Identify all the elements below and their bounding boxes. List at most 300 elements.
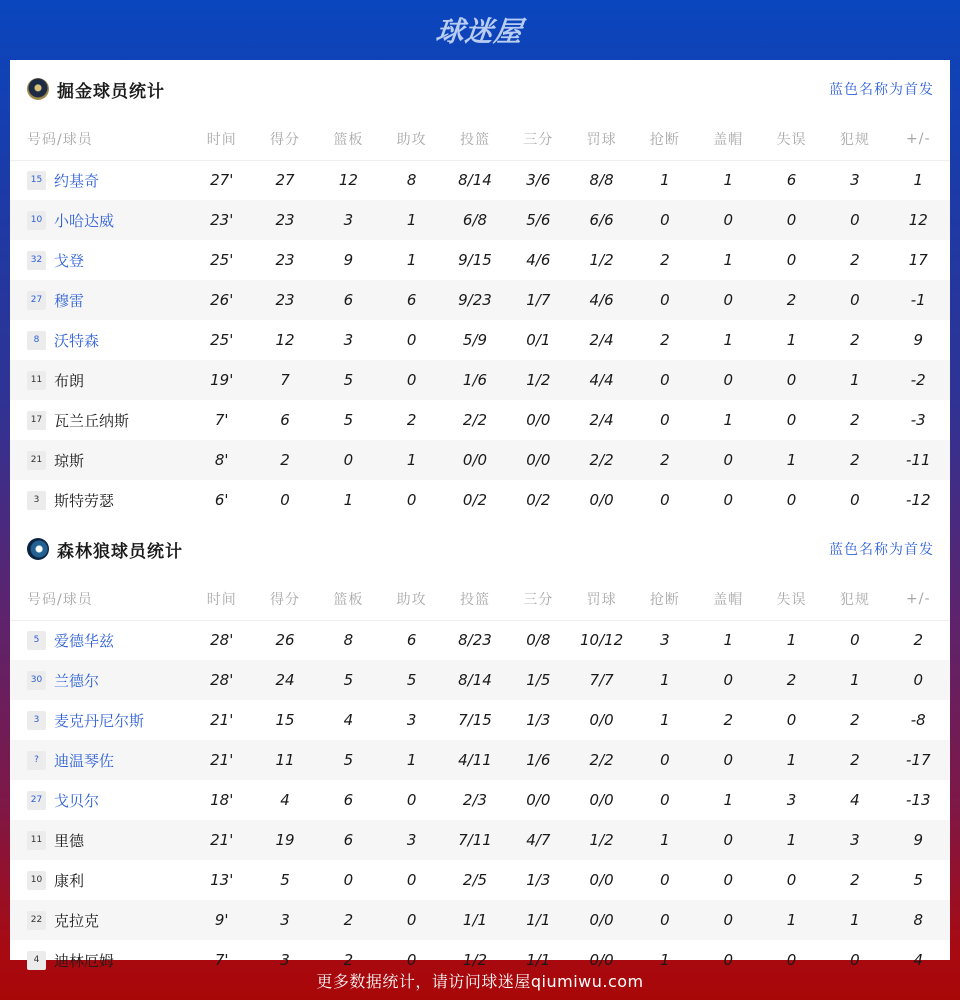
stat-cell: 2/5	[462, 871, 488, 889]
stat-cell: 11	[253, 740, 316, 780]
column-header[interactable]: 投篮	[443, 118, 506, 160]
column-header[interactable]: 失误	[760, 578, 823, 620]
stat-cell: 21'	[210, 711, 234, 729]
stat-cell: -11	[887, 440, 950, 480]
site-header	[0, 0, 960, 60]
stat-cell: 7/7	[570, 660, 633, 700]
stat-cell: 0	[760, 360, 823, 400]
stat-cell: 1/2	[507, 360, 570, 400]
section-header	[10, 60, 950, 118]
column-header[interactable]: 失误	[760, 118, 823, 160]
stat-cell: 25'	[210, 331, 234, 349]
player-cell[interactable]	[10, 740, 190, 780]
stat-cell: 24	[253, 660, 316, 700]
column-header[interactable]: 投篮	[443, 578, 506, 620]
stat-cell: 1	[786, 331, 797, 349]
stat-cell: 5	[317, 740, 380, 780]
stat-cell: 4	[913, 951, 924, 969]
column-header[interactable]: 盖帽	[697, 118, 760, 160]
stat-cell: 1/2	[570, 820, 633, 860]
timberwolves-logo-icon	[27, 538, 49, 560]
player-cell[interactable]	[10, 900, 190, 940]
player-name[interactable]: 琼斯	[54, 451, 85, 470]
stat-cell: 1	[823, 900, 886, 940]
jersey-number-badge: 11	[27, 831, 46, 850]
stat-cell: 2	[660, 331, 670, 349]
nuggets-logo-icon	[27, 78, 49, 100]
stat-cell: 0	[660, 491, 670, 509]
stat-cell: -2	[887, 360, 950, 400]
stat-cell: 8'	[190, 440, 253, 480]
stat-cell: 28'	[210, 631, 234, 650]
stat-cell: 17	[908, 251, 928, 269]
player-name[interactable]: 里德	[54, 831, 85, 850]
stat-cell: 2/3	[462, 791, 488, 809]
stat-cell: 1/7	[507, 280, 570, 320]
stat-cell: 12	[887, 200, 950, 240]
player-stats-table	[10, 578, 950, 980]
stat-cell: 7	[253, 360, 316, 400]
stat-cell: 1/6	[443, 360, 506, 400]
player-cell[interactable]	[10, 200, 190, 240]
stat-cell: 5	[317, 360, 380, 400]
stat-cell: 0	[633, 360, 696, 400]
stat-cell: 2	[343, 951, 354, 969]
player-name[interactable]: 戈贝尔	[54, 791, 100, 810]
stat-cell: 0/0	[526, 411, 551, 429]
starter-legend-note: 蓝色名称为首发	[829, 82, 934, 98]
stat-cell: 1	[660, 951, 670, 969]
player-cell[interactable]	[10, 620, 190, 660]
stat-cell: 0/0	[589, 711, 614, 729]
stat-cell: 0	[633, 900, 696, 940]
jersey-number-badge: 8	[27, 331, 46, 350]
stat-cell: 5	[317, 660, 380, 700]
column-header[interactable]: 篮板	[317, 118, 380, 160]
table-row[interactable]	[10, 200, 950, 240]
stat-cell: 1	[723, 251, 733, 269]
table-row[interactable]	[10, 480, 950, 520]
player-cell[interactable]	[10, 660, 190, 700]
player-name[interactable]: 戈登	[54, 251, 85, 270]
stat-cell: 2/4	[589, 331, 614, 349]
stat-cell: 0	[317, 440, 380, 480]
stat-cell: 0	[660, 411, 670, 429]
stat-cell: 8	[343, 631, 354, 650]
stat-cell: 2/4	[589, 411, 614, 429]
stat-cell: 0	[660, 871, 670, 889]
player-name[interactable]: 麦克丹尼尔斯	[54, 711, 145, 730]
section-title	[27, 537, 183, 562]
stat-cell: 23'	[190, 200, 253, 240]
stat-cell: 21'	[190, 820, 253, 860]
stat-cell: 8/14	[458, 171, 492, 190]
stat-cell: 1/5	[507, 660, 570, 700]
stat-cell: 2	[850, 251, 860, 269]
stat-cell: 7/11	[443, 820, 506, 860]
stat-cell: -8	[910, 711, 926, 729]
table-row[interactable]	[10, 660, 950, 700]
stat-cell: 5	[913, 871, 924, 889]
player-cell[interactable]	[10, 440, 190, 480]
stat-cell: 0	[406, 951, 417, 969]
table-row[interactable]	[10, 440, 950, 480]
player-name[interactable]: 爱德华兹	[54, 631, 115, 650]
stat-cell: 1/3	[526, 871, 551, 889]
column-header[interactable]: 抢断	[633, 578, 696, 620]
player-name[interactable]: 瓦兰丘纳斯	[54, 411, 130, 430]
stat-cell: 1	[760, 440, 823, 480]
stat-cell: 0	[406, 491, 417, 509]
stat-cell: 9	[343, 251, 354, 269]
stat-cell: 0	[280, 491, 290, 509]
stat-cell: 26	[275, 631, 295, 650]
player-cell[interactable]	[10, 160, 190, 200]
column-header[interactable]: 抢断	[633, 118, 696, 160]
column-header[interactable]: 时间	[190, 578, 253, 620]
stat-cell: 6	[317, 280, 380, 320]
player-name[interactable]: 迪温琴佐	[54, 751, 115, 770]
stat-cell: 1	[723, 411, 733, 429]
stat-cell: 0	[660, 791, 670, 809]
column-header[interactable]: 罚球	[570, 578, 633, 620]
stat-cell: 1/6	[507, 740, 570, 780]
stat-cell: 0	[786, 411, 797, 429]
stat-cell: 0/0	[507, 440, 570, 480]
footer-banner	[0, 960, 960, 1000]
jersey-number-badge: 17	[27, 411, 46, 430]
stat-cell: 1	[380, 740, 443, 780]
section-title-text: 掘金球员统计	[57, 81, 165, 102]
stat-cell: 6	[317, 820, 380, 860]
stat-cell: 0	[786, 951, 797, 969]
stat-cell: 0/0	[589, 951, 614, 969]
stat-cell: 6/6	[570, 200, 633, 240]
stat-cell: 7'	[214, 951, 229, 969]
stats-card	[10, 60, 950, 970]
stat-cell: 1/2	[462, 951, 488, 969]
stat-cell: 21'	[190, 740, 253, 780]
column-header[interactable]: 犯规	[823, 118, 886, 160]
stat-cell: 4/11	[443, 740, 506, 780]
jersey-number-badge: 30	[27, 671, 46, 690]
stat-cell: -1	[887, 280, 950, 320]
stat-cell: 0/2	[526, 491, 551, 509]
stat-cell: 2	[850, 331, 860, 349]
stat-cell: 3	[660, 631, 670, 650]
table-row[interactable]	[10, 240, 950, 280]
stat-cell: 0	[823, 200, 886, 240]
stat-cell: 10/12	[579, 631, 624, 650]
stat-cell: 7/15	[458, 711, 492, 729]
player-stats-table	[10, 118, 950, 520]
table-row[interactable]	[10, 620, 950, 660]
stat-cell: 23	[275, 251, 295, 269]
table-header-row	[10, 118, 950, 160]
stat-cell: 3	[280, 951, 290, 969]
stat-cell: 26'	[190, 280, 253, 320]
jersey-number-badge: 27	[27, 291, 46, 310]
column-header[interactable]: +/-	[887, 118, 950, 160]
column-header[interactable]: 罚球	[570, 118, 633, 160]
stat-cell: 1	[823, 360, 886, 400]
stat-cell: 4/7	[507, 820, 570, 860]
table-header-row	[10, 578, 950, 620]
player-cell[interactable]	[10, 480, 190, 520]
stat-cell: 0	[697, 740, 760, 780]
table-row[interactable]	[10, 820, 950, 860]
stat-cell: 2	[913, 631, 924, 650]
jersey-number-badge: 27	[27, 791, 46, 810]
stat-cell: 8/14	[443, 660, 506, 700]
stat-cell: 1	[760, 820, 823, 860]
stat-cell: 6	[786, 171, 797, 190]
jersey-number-badge: 11	[27, 371, 46, 390]
stat-cell: 3	[850, 171, 860, 190]
section-title-text: 森林狼球员统计	[57, 541, 183, 562]
stat-cell: 2	[823, 740, 886, 780]
player-cell[interactable]	[10, 240, 190, 280]
stat-cell: 4/4	[570, 360, 633, 400]
stat-cell: 0	[406, 331, 417, 349]
player-name[interactable]: 穆雷	[54, 291, 85, 310]
stat-cell: 5	[280, 871, 290, 889]
player-cell[interactable]	[10, 360, 190, 400]
stat-cell: 3	[406, 711, 417, 729]
stat-cell: 0	[850, 491, 860, 509]
stat-cell: 0	[786, 711, 797, 729]
stat-cell: 0	[406, 791, 417, 809]
jersey-number-badge: 15	[27, 171, 46, 190]
stat-cell: 0	[697, 200, 760, 240]
stat-cell: 0	[850, 631, 860, 650]
stat-cell: 0	[786, 491, 797, 509]
stat-cell: 1	[633, 820, 696, 860]
table-row[interactable]	[10, 860, 950, 900]
stat-cell: 0/2	[462, 491, 488, 509]
stat-cell: 1	[823, 660, 886, 700]
stat-cell: 0/0	[589, 791, 614, 809]
stat-cell: 1	[406, 251, 417, 269]
player-name[interactable]: 布朗	[54, 371, 85, 390]
column-header[interactable]: 犯规	[823, 578, 886, 620]
jersey-number-badge: 22	[27, 911, 46, 930]
column-header[interactable]: 三分	[507, 578, 570, 620]
stat-cell: 2	[760, 280, 823, 320]
stat-cell: 1/1	[507, 900, 570, 940]
player-cell[interactable]	[10, 860, 190, 900]
stat-cell: 12	[275, 331, 295, 349]
stat-cell: 6	[280, 411, 290, 429]
stat-cell: 6'	[214, 491, 229, 509]
stat-cell: 0	[343, 871, 354, 889]
stat-cell: 0/0	[443, 440, 506, 480]
player-name[interactable]: 迪林厄姆	[54, 951, 115, 970]
team-section	[10, 520, 950, 980]
column-header[interactable]: 助攻	[380, 578, 443, 620]
stat-cell: 0	[697, 280, 760, 320]
stat-cell: 0	[406, 871, 417, 889]
table-row[interactable]	[10, 160, 950, 200]
stat-cell: 2	[850, 411, 860, 429]
stat-cell: 5/6	[507, 200, 570, 240]
column-header[interactable]: 三分	[507, 118, 570, 160]
stat-cell: 2/2	[570, 440, 633, 480]
player-name[interactable]: 兰德尔	[54, 671, 100, 690]
table-row[interactable]	[10, 400, 950, 440]
stat-cell: 2	[760, 660, 823, 700]
table-row[interactable]	[10, 740, 950, 780]
stat-cell: 23	[253, 280, 316, 320]
player-cell[interactable]	[10, 280, 190, 320]
column-header[interactable]: 号码/球员	[10, 578, 190, 620]
stat-cell: 0/0	[589, 491, 614, 509]
stat-cell: 25'	[210, 251, 234, 269]
stat-cell: 18'	[210, 791, 234, 809]
stat-cell: 0	[786, 871, 797, 889]
stat-cell: 2	[253, 440, 316, 480]
table-row[interactable]	[10, 700, 950, 740]
jersey-number-badge: 3	[27, 491, 46, 510]
stat-cell: 9	[887, 820, 950, 860]
stat-cell: 0	[697, 820, 760, 860]
stat-cell: 8	[406, 171, 417, 190]
stat-cell: 0	[887, 660, 950, 700]
stat-cell: 0/0	[526, 791, 551, 809]
stat-cell: 5	[380, 660, 443, 700]
column-header[interactable]: 得分	[253, 118, 316, 160]
stat-cell: 8/8	[589, 171, 614, 190]
stat-cell: 7'	[214, 411, 229, 429]
player-cell[interactable]	[10, 700, 190, 740]
player-name[interactable]: 康利	[54, 871, 85, 890]
table-row[interactable]	[10, 780, 950, 820]
jersey-number-badge: 32	[27, 251, 46, 270]
stat-cell: 0	[697, 360, 760, 400]
stat-cell: 1	[760, 900, 823, 940]
footer-link[interactable]: 更多数据统计，请访问球迷屋qiumiwu.com	[316, 971, 644, 991]
stat-cell: 3	[343, 331, 354, 349]
stat-cell: 1	[343, 491, 354, 509]
stat-cell: 1	[723, 331, 733, 349]
stat-cell: 12	[338, 171, 358, 190]
stat-cell: 5/9	[462, 331, 488, 349]
stat-cell: 2	[660, 251, 670, 269]
stat-cell: 6	[343, 791, 354, 809]
table-row[interactable]	[10, 360, 950, 400]
table-row[interactable]	[10, 280, 950, 320]
table-row[interactable]	[10, 900, 950, 940]
player-cell[interactable]	[10, 780, 190, 820]
stat-cell: 13'	[210, 871, 234, 889]
stat-cell: 3	[823, 820, 886, 860]
stat-cell: 0	[697, 660, 760, 700]
player-cell[interactable]	[10, 400, 190, 440]
stat-cell: 0	[850, 951, 860, 969]
stat-cell: 3	[380, 820, 443, 860]
stat-cell: 1	[760, 740, 823, 780]
jersey-number-badge: 21	[27, 451, 46, 470]
stat-cell: 4/6	[526, 251, 551, 269]
player-cell[interactable]	[10, 820, 190, 860]
column-header[interactable]: +/-	[887, 578, 950, 620]
stat-cell: 2/2	[462, 411, 488, 429]
stat-cell: 1	[786, 631, 797, 650]
stat-cell: 15	[275, 711, 295, 729]
player-name[interactable]: 克拉克	[54, 911, 100, 930]
column-header[interactable]: 盖帽	[697, 578, 760, 620]
jersey-number-badge: 4	[27, 951, 46, 970]
player-name[interactable]: 小哈达威	[54, 211, 115, 230]
stat-cell: 0	[723, 951, 733, 969]
stat-cell: 0	[633, 200, 696, 240]
stat-cell: 3/6	[526, 171, 551, 190]
player-name[interactable]: 约基奇	[54, 171, 100, 190]
column-header[interactable]: 号码/球员	[10, 118, 190, 160]
column-header[interactable]: 时间	[190, 118, 253, 160]
table-row[interactable]	[10, 320, 950, 360]
stat-cell: 2	[406, 411, 417, 429]
jersey-number-badge: 3	[27, 711, 46, 730]
stat-cell: 0	[786, 251, 797, 269]
stat-cell: 0	[723, 871, 733, 889]
stat-cell: 8/23	[458, 631, 492, 650]
stat-cell: 19	[253, 820, 316, 860]
stat-cell: 0	[380, 360, 443, 400]
stat-cell: 6/8	[443, 200, 506, 240]
site-logo[interactable]: 球迷屋	[434, 15, 526, 48]
stat-cell: 1	[913, 171, 924, 190]
stat-cell: 0	[823, 280, 886, 320]
stat-cell: 3	[786, 791, 797, 809]
column-header[interactable]: 得分	[253, 578, 316, 620]
stat-cell: 1	[723, 171, 733, 190]
stat-cell: 2	[850, 711, 860, 729]
stat-cell: 9/23	[443, 280, 506, 320]
stat-cell: 2	[633, 440, 696, 480]
stat-cell: 6	[406, 631, 417, 650]
stat-cell: 4	[343, 711, 354, 729]
stat-cell: 1	[660, 711, 670, 729]
stat-cell: 23	[253, 200, 316, 240]
player-name[interactable]: 斯特劳瑟	[54, 491, 115, 510]
stat-cell: 3	[253, 900, 316, 940]
stat-cell: 27	[275, 171, 295, 190]
stat-cell: 0	[760, 200, 823, 240]
jersey-number-badge: ?	[27, 751, 46, 770]
stat-cell: 1/2	[589, 251, 614, 269]
column-header[interactable]: 篮板	[317, 578, 380, 620]
jersey-number-badge: 5	[27, 631, 46, 650]
stat-cell: 27'	[210, 171, 234, 190]
stat-cell: 2/2	[570, 740, 633, 780]
player-cell[interactable]	[10, 320, 190, 360]
stat-cell: 6	[380, 280, 443, 320]
stat-cell: 19'	[190, 360, 253, 400]
stat-cell: 9	[913, 331, 924, 349]
stat-cell: 8	[887, 900, 950, 940]
stat-cell: 0	[723, 491, 733, 509]
stat-cell: 1	[633, 660, 696, 700]
stat-cell: 4	[850, 791, 860, 809]
stat-cell: 1	[660, 171, 670, 190]
stat-cell: 3	[317, 200, 380, 240]
player-name[interactable]: 沃特森	[54, 331, 100, 350]
stat-cell: 9/15	[458, 251, 492, 269]
stat-cell: -3	[910, 411, 926, 429]
column-header[interactable]: 助攻	[380, 118, 443, 160]
stat-cell: 28'	[190, 660, 253, 700]
